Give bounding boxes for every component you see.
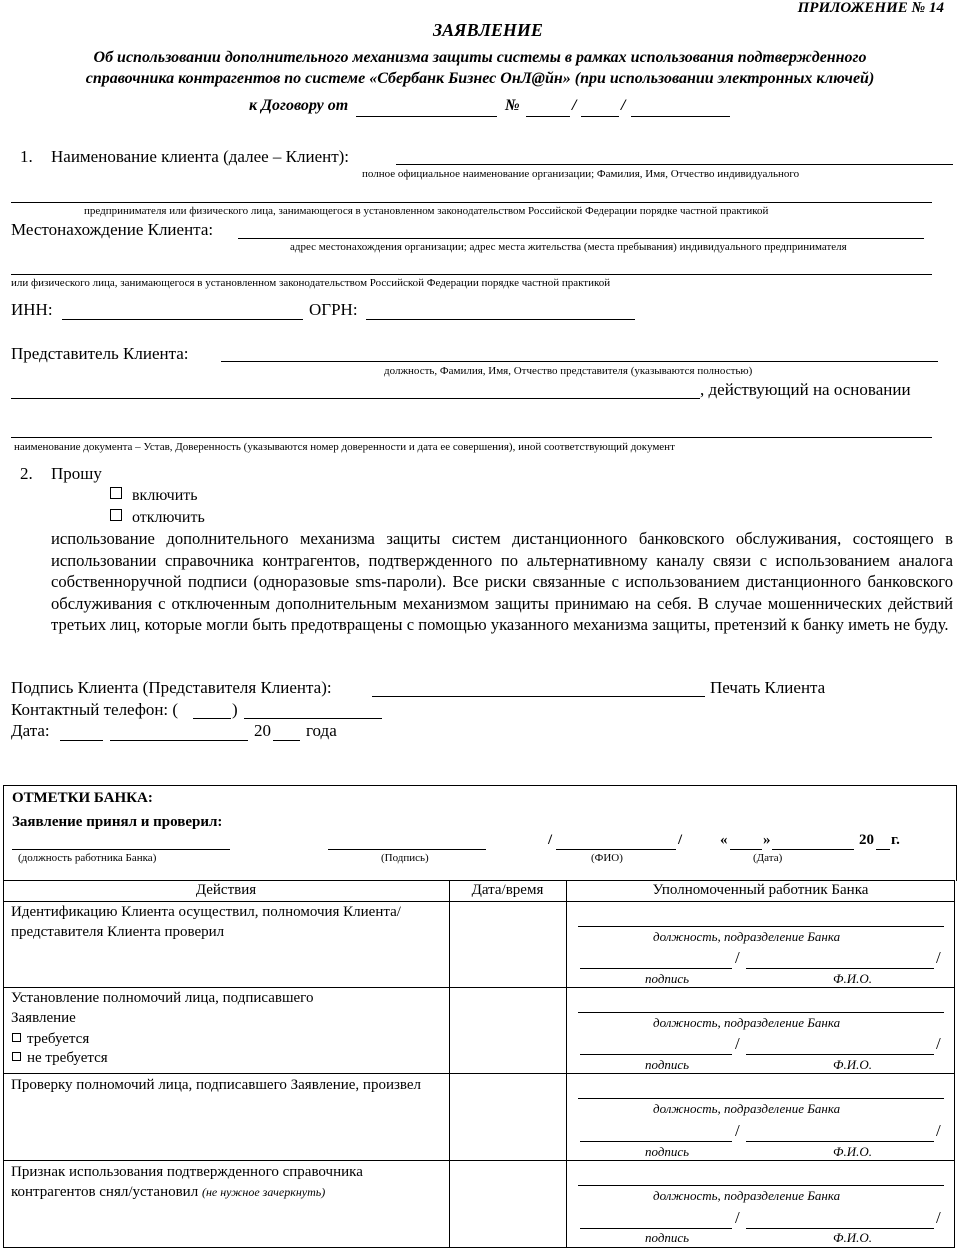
row-1-position-hint: должность, подразделение Банка (653, 929, 841, 944)
contract-no-field-3[interactable] (631, 116, 730, 117)
year-prefix: 20 (254, 721, 271, 740)
slash-2: / (621, 97, 626, 114)
representative-label: Представитель Клиента: (11, 344, 189, 363)
client-name-hint-1: полное официальное наименование организации; Фамилия, Имя, Отчество индивидуального (362, 168, 800, 180)
basis-document-field[interactable] (11, 437, 932, 438)
appendix-number: ПРИЛОЖЕНИЕ № 14 (797, 0, 944, 16)
ogrn-field[interactable] (366, 319, 635, 320)
bank-position-hint: (должность работника Банка) (18, 852, 157, 864)
contract-date-field[interactable] (356, 116, 497, 117)
row-2-option-not-required-label: не требуется (27, 1050, 108, 1066)
checkbox-enable[interactable] (110, 487, 122, 499)
representative-field-line-2[interactable] (11, 398, 700, 399)
row-1-slash-2: / (936, 948, 941, 967)
client-name-field[interactable] (396, 164, 953, 165)
checkbox-not-required[interactable] (12, 1052, 21, 1061)
section-2-number: 2. (20, 464, 33, 483)
bank-year-suffix: г. (891, 832, 900, 848)
row-1-slash-1: / (735, 948, 740, 967)
row-3-position-field[interactable] (578, 1098, 944, 1099)
row-4-sign-field[interactable] (580, 1228, 732, 1229)
bank-slash-2: / (678, 832, 683, 848)
bank-fio-field[interactable] (556, 849, 676, 850)
bank-quote-close: » (763, 832, 771, 848)
bank-sign-hint: (Подпись) (381, 852, 429, 864)
client-signature-label: Подпись Клиента (Представителя Клиента): (11, 678, 332, 697)
bank-quote-open: « (720, 832, 728, 848)
representative-hint: должность, Фамилия, Имя, Отчество представителя (указываются полностью) (384, 365, 753, 377)
bank-date-month-field[interactable] (772, 849, 854, 850)
phone-paren-close: ) (232, 700, 238, 719)
inn-label: ИНН: (11, 300, 53, 319)
row-1-position-field[interactable] (578, 926, 944, 927)
option-enable-label: включить (132, 487, 198, 504)
phone-code-field[interactable] (193, 718, 231, 719)
row-4-slash-2: / (936, 1208, 941, 1227)
bank-accepted-label: Заявление принял и проверил: (12, 814, 223, 830)
bank-fio-hint: (ФИО) (591, 852, 623, 864)
year-suffix: года (306, 721, 337, 740)
row-2-option-required-label: требуется (27, 1031, 90, 1047)
row-4-position-hint: должность, подразделение Банка (653, 1188, 841, 1203)
client-name-hint-2: предпринимателя или физического лица, занимающегося в установленном законодательством Российской Федерации порядке частной практикой (84, 205, 769, 217)
phone-label: Контактный телефон: ( (11, 700, 179, 719)
option-enable[interactable] (110, 487, 198, 505)
row-3-fio-hint: Ф.И.О. (833, 1144, 872, 1159)
location-hint-2: или физического лица, занимающегося в установленном законодательством Российской Федерации порядке частной практикой (11, 277, 611, 289)
contract-no-field-2[interactable] (581, 116, 619, 117)
document-title: ЗАЯВЛЕНИЕ (433, 20, 543, 40)
location-field-line-2[interactable] (11, 274, 932, 275)
client-signature-field[interactable] (372, 696, 705, 697)
phone-number-field[interactable] (244, 718, 382, 719)
row-3-slash-2: / (936, 1121, 941, 1140)
row-2-option-not-required[interactable] (12, 1050, 108, 1067)
option-disable[interactable] (110, 509, 205, 527)
bank-slash-1: / (548, 832, 553, 848)
row-2-sign-hint: подпись (645, 1057, 690, 1072)
bank-date-day-field[interactable] (730, 849, 762, 850)
client-name-label: Наименование клиента (далее – Клиент): (51, 147, 350, 166)
row-2-sign-field[interactable] (580, 1054, 732, 1055)
date-label: Дата: (11, 721, 50, 740)
column-header-actions: Действия (195, 882, 257, 898)
table-row-border-3 (3, 1160, 955, 1161)
contract-from-label: к Договору от (249, 97, 349, 114)
row-2-action: Установление полномочий лица, подписавшего Заявление (11, 990, 314, 1026)
row-3-sign-field[interactable] (580, 1141, 732, 1142)
bank-year-prefix: 20 (859, 832, 874, 848)
row-3-position-hint: должность, подразделение Банка (653, 1101, 841, 1116)
representative-field[interactable] (221, 361, 938, 362)
row-1-fio-hint: Ф.И.О. (833, 971, 872, 986)
checkbox-disable[interactable] (110, 509, 122, 521)
subtitle-line-2: справочника контрагентов по системе «Сбербанк Бизнес ОнЛ@йн» (при использовании электронных ключей) (85, 70, 875, 87)
row-2-fio-field[interactable] (746, 1054, 934, 1055)
row-3-slash-1: / (735, 1121, 740, 1140)
location-label: Местонахождение Клиента: (11, 220, 214, 239)
table-divider-2 (566, 880, 567, 1248)
row-1-action: Идентификацию Клиента осуществил, полномочия Клиента/представителя Клиента проверил (11, 904, 401, 940)
slash-1: / (572, 97, 577, 114)
row-2-fio-hint: Ф.И.О. (833, 1057, 872, 1072)
row-1-sign-hint: подпись (645, 971, 690, 986)
checkbox-required[interactable] (12, 1033, 21, 1042)
acting-basis-text: , действующий на основании (700, 380, 911, 399)
row-4-note: (не нужное зачеркнуть) (201, 1185, 326, 1199)
row-2-slash-1: / (735, 1034, 740, 1053)
date-year-field[interactable] (273, 740, 300, 741)
ogrn-label: ОГРН: (309, 300, 358, 319)
row-4-position-field[interactable] (578, 1185, 944, 1186)
row-3-action: Проверку полномочий лица, подписавшего Заявление, произвел (11, 1077, 422, 1093)
column-header-employee: Уполномоченный работник Банка (652, 882, 869, 898)
row-3-fio-field[interactable] (746, 1141, 934, 1142)
bank-year-field[interactable] (876, 849, 890, 850)
request-label: Прошу (51, 464, 102, 483)
location-field[interactable] (238, 238, 924, 239)
section-1-number: 1. (20, 147, 33, 166)
request-body-text: использование дополнительного механизма защиты систем дистанционного банковского обслуживания, состоящего в использовании справочника контрагентов, подтвержденного по альтернативному каналу связи с использованием аналога собственноручной подписи (одноразовые sms-пароли). Все риски связанные с использованием дистанционного банковского обслуживания с отключенным дополнительным механизмом защиты принимаю на себя. В случае мошеннических действий третьих лиц, которые могли быть предотвращены с помощью указанного механизма защиты, претензий к банку иметь не буду. (51, 529, 953, 635)
bank-signature-field[interactable] (328, 849, 486, 850)
column-header-datetime: Дата/время (471, 882, 544, 898)
date-month-field[interactable] (110, 740, 248, 741)
table-divider-1 (449, 880, 450, 1248)
row-4-action-text: Признак использования подтвержденного справочника контрагентов снял/установил (11, 1164, 363, 1200)
bank-date-hint: (Дата) (753, 852, 783, 864)
option-disable-label: отключить (132, 509, 205, 526)
row-2-position-hint: должность, подразделение Банка (653, 1015, 841, 1030)
row-4-sign-hint: подпись (645, 1230, 690, 1245)
row-1-sign-field[interactable] (580, 968, 732, 969)
location-hint-1: адрес местонахождения организации; адрес места жительства (места пребывания) индивидуального предпринимателя (290, 241, 847, 253)
row-4-slash-1: / (735, 1208, 740, 1227)
row-2-position-field[interactable] (578, 1012, 944, 1013)
row-4-fio-hint: Ф.И.О. (833, 1230, 872, 1245)
bank-marks-title: ОТМЕТКИ БАНКА: (12, 790, 153, 806)
basis-document-hint: наименование документа – Устав, Доверенность (указываются номер доверенности и дата ее совершения), иной соответствующий документ (14, 441, 675, 453)
row-4-action (11, 1162, 431, 1202)
client-stamp-label: Печать Клиента (710, 678, 826, 697)
client-name-field-line-2[interactable] (11, 202, 932, 203)
contract-no-field-1[interactable] (526, 116, 570, 117)
row-2-option-required[interactable] (12, 1031, 89, 1048)
contract-no-label: № (505, 97, 520, 114)
row-2-slash-2: / (936, 1034, 941, 1053)
bank-position-field[interactable] (12, 849, 230, 850)
row-3-sign-hint: подпись (645, 1144, 690, 1159)
row-1-fio-field[interactable] (746, 968, 934, 969)
subtitle-line-1: Об использовании дополнительного механизма защиты системы в рамках использования подтвержденного (93, 49, 867, 66)
date-day-field[interactable] (60, 740, 103, 741)
table-row-border-2 (3, 1073, 955, 1074)
inn-field[interactable] (62, 319, 303, 320)
row-4-fio-field[interactable] (746, 1228, 934, 1229)
